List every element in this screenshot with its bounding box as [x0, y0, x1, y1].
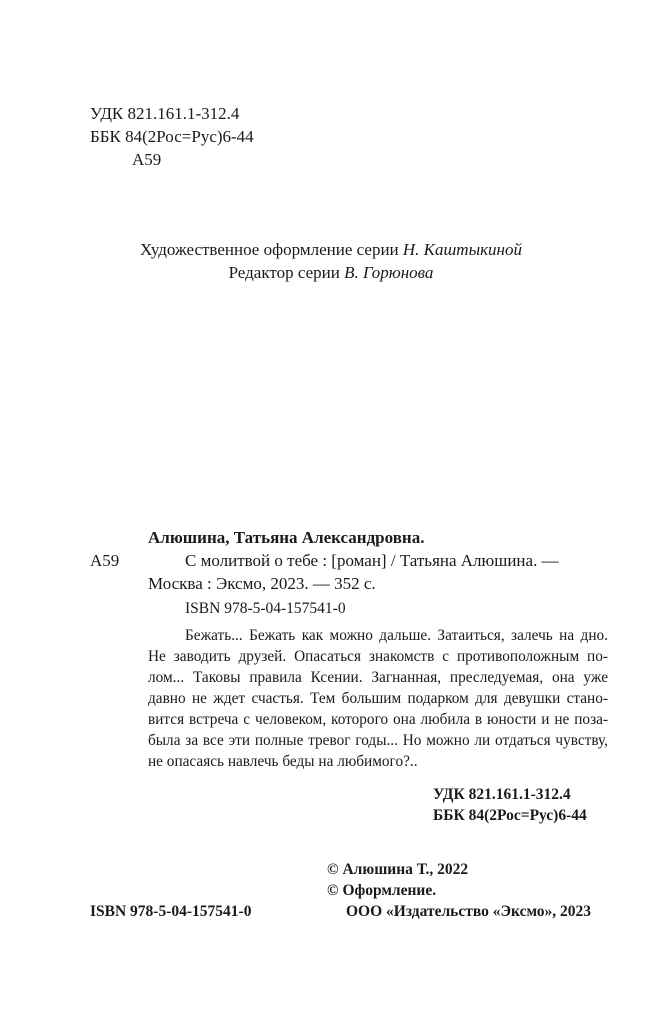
- annotation-line: давно не ждет счастья. Тем большим подарком для девушки стано-: [148, 690, 608, 707]
- series-editor-label: Редактор серии: [228, 263, 340, 282]
- annotation-line: Бежать... Бежать как можно дальше. Затаиться, залечь на дно.: [185, 627, 608, 644]
- catalog-imprint-line: Москва : Эксмо, 2023. — 352 с.: [148, 574, 376, 593]
- bottom-bbk-code: ББК 84(2Рос=Рус)6-44: [433, 807, 587, 824]
- copyright-author: © Алюшина Т., 2022: [327, 861, 469, 878]
- annotation-line: была за все эти полные тревог годы... Но можно ли отдаться чувству,: [148, 732, 608, 749]
- catalog-author-mark: А59: [90, 551, 120, 570]
- author-mark: А59: [132, 150, 162, 169]
- annotation-line: вится встреча с человеком, которого она любила в юности и не поза-: [148, 711, 608, 728]
- series-editor-credit: [0, 262, 662, 284]
- annotation: [148, 625, 608, 772]
- annotation-line: не опасаясь навлечь беды на любимого?..: [148, 753, 418, 770]
- bottom-udk-code: УДК 821.161.1-312.4: [433, 786, 571, 803]
- bbk-code: ББК 84(2Рос=Рус)6-44: [90, 127, 254, 146]
- series-editor-name: В. Горюнова: [344, 263, 434, 282]
- footer-isbn: ISBN 978-5-04-157541-0: [90, 903, 252, 920]
- series-design-credit: [0, 239, 662, 261]
- catalog-isbn: ISBN 978-5-04-157541-0: [185, 600, 346, 617]
- series-design-label: Художественное оформление серии: [140, 240, 399, 259]
- copyright-design: © Оформление.: [327, 882, 437, 899]
- udk-code: УДК 821.161.1-312.4: [90, 104, 240, 123]
- copyright-publisher: ООО «Издательство «Эксмо», 2023: [346, 903, 592, 920]
- series-design-name: Н. Каштыкиной: [402, 240, 522, 259]
- catalog-title-line: С молитвой о тебе : [роман] / Татьяна Алюшина. —: [185, 551, 559, 570]
- annotation-line: лом... Таковы правила Ксении. Загнанная, преследуемая, она уже: [148, 669, 608, 686]
- annotation-line: Не заводить друзей. Опасаться знакомств с противоположным по-: [148, 648, 608, 665]
- catalog-author-heading: Алюшина, Татьяна Александровна.: [148, 528, 425, 547]
